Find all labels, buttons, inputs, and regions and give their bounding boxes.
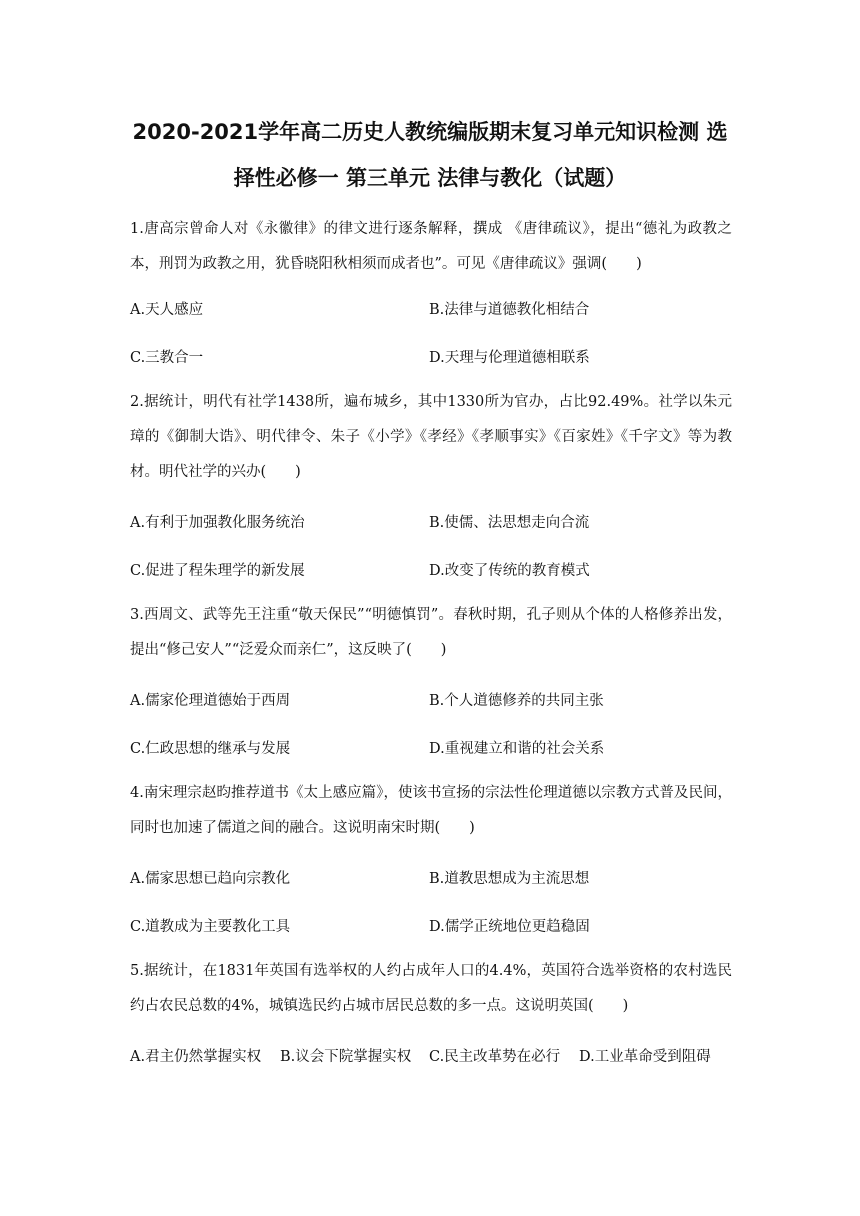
question-1-stem: 1.唐高宗曾命人对《永徽律》的律文进行逐条解释，撰成 《唐律疏议》，提出“德礼为政教之本，刑罚为政教之用，犹昏晓阳秋相须而成者也”。可见《唐律疏议》强调( ) — [130, 221, 732, 272]
question-2-option-d: D.改变了传统的教育模式 — [429, 563, 590, 579]
question-3-stem: 3.西周文、武等先王注重“敬天保民”“明德慎罚”。春秋时期，孔子则从个体的人格修养出发，提出“修己安人”“泛爱众而亲仁”，这反映了( ) — [130, 607, 732, 658]
question-3-option-a: A.儒家伦理道德始于西周 — [130, 693, 291, 709]
question-5-stem: 5.据统计，在1831年英国有选举权的人约占成年人口的4.4%，英国符合选举资格的农村选民约占农民总数的4%，城镇选民约占城市居民总数的多一点。这说明英国( ) — [130, 963, 732, 1014]
question-5-option-d: D.工业革命受到阻碍 — [579, 1049, 711, 1065]
question-4-option-d: D.儒学正统地位更趋稳固 — [429, 919, 590, 935]
question-3-option-c: C.仁政思想的继承与发展 — [130, 741, 291, 757]
question-2-option-b: B.使儒、法思想走向合流 — [429, 515, 590, 531]
question-5-option-a: A.君主仍然掌握实权 — [130, 1049, 262, 1065]
question-4-option-b: B.道教思想成为主流思想 — [429, 871, 590, 887]
document-title-line-2: 择性必修一 第三单元 法律与教化（试题） — [233, 166, 627, 190]
question-3-option-b: B.个人道德修养的共同主张 — [429, 693, 604, 709]
document-title-line-1: 2020-2021学年高二历史人教统编版期末复习单元知识检测 选 — [132, 120, 728, 144]
question-5-option-b: B.议会下院掌握实权 — [280, 1049, 412, 1065]
question-2-option-a: A.有利于加强教化服务统治 — [130, 515, 305, 531]
question-1-option-d: D.天理与伦理道德相联系 — [429, 350, 590, 366]
question-4-stem: 4.南宋理宗赵昀推荐道书《太上感应篇》，使该书宣扬的宗法性伦理道德以宗教方式普及民间，同时也加速了儒道之间的融合。这说明南宋时期( ) — [130, 785, 732, 836]
question-1-option-b: B.法律与道德教化相结合 — [429, 302, 590, 318]
question-2-stem: 2.据统计，明代有社学1438所，遍布城乡，其中1330所为官办，占比92.49%。社学以朱元璋的《御制大诰》、明代律令、朱子《小学》《孝经》《孝顺事实》《百家姓》《千字文》等为教材。明代社学的兴办( ) — [130, 394, 732, 480]
question-1-option-c: C.三教合一 — [130, 350, 204, 366]
question-2-option-c: C.促进了程朱理学的新发展 — [130, 563, 305, 579]
question-1-option-a: A.天人感应 — [130, 302, 204, 318]
question-3-option-d: D.重视建立和谐的社会关系 — [429, 741, 605, 757]
question-4-option-c: C.道教成为主要教化工具 — [130, 919, 291, 935]
question-4-option-a: A.儒家思想已趋向宗教化 — [130, 871, 291, 887]
question-5-option-c: C.民主改革势在必行 — [429, 1049, 561, 1065]
